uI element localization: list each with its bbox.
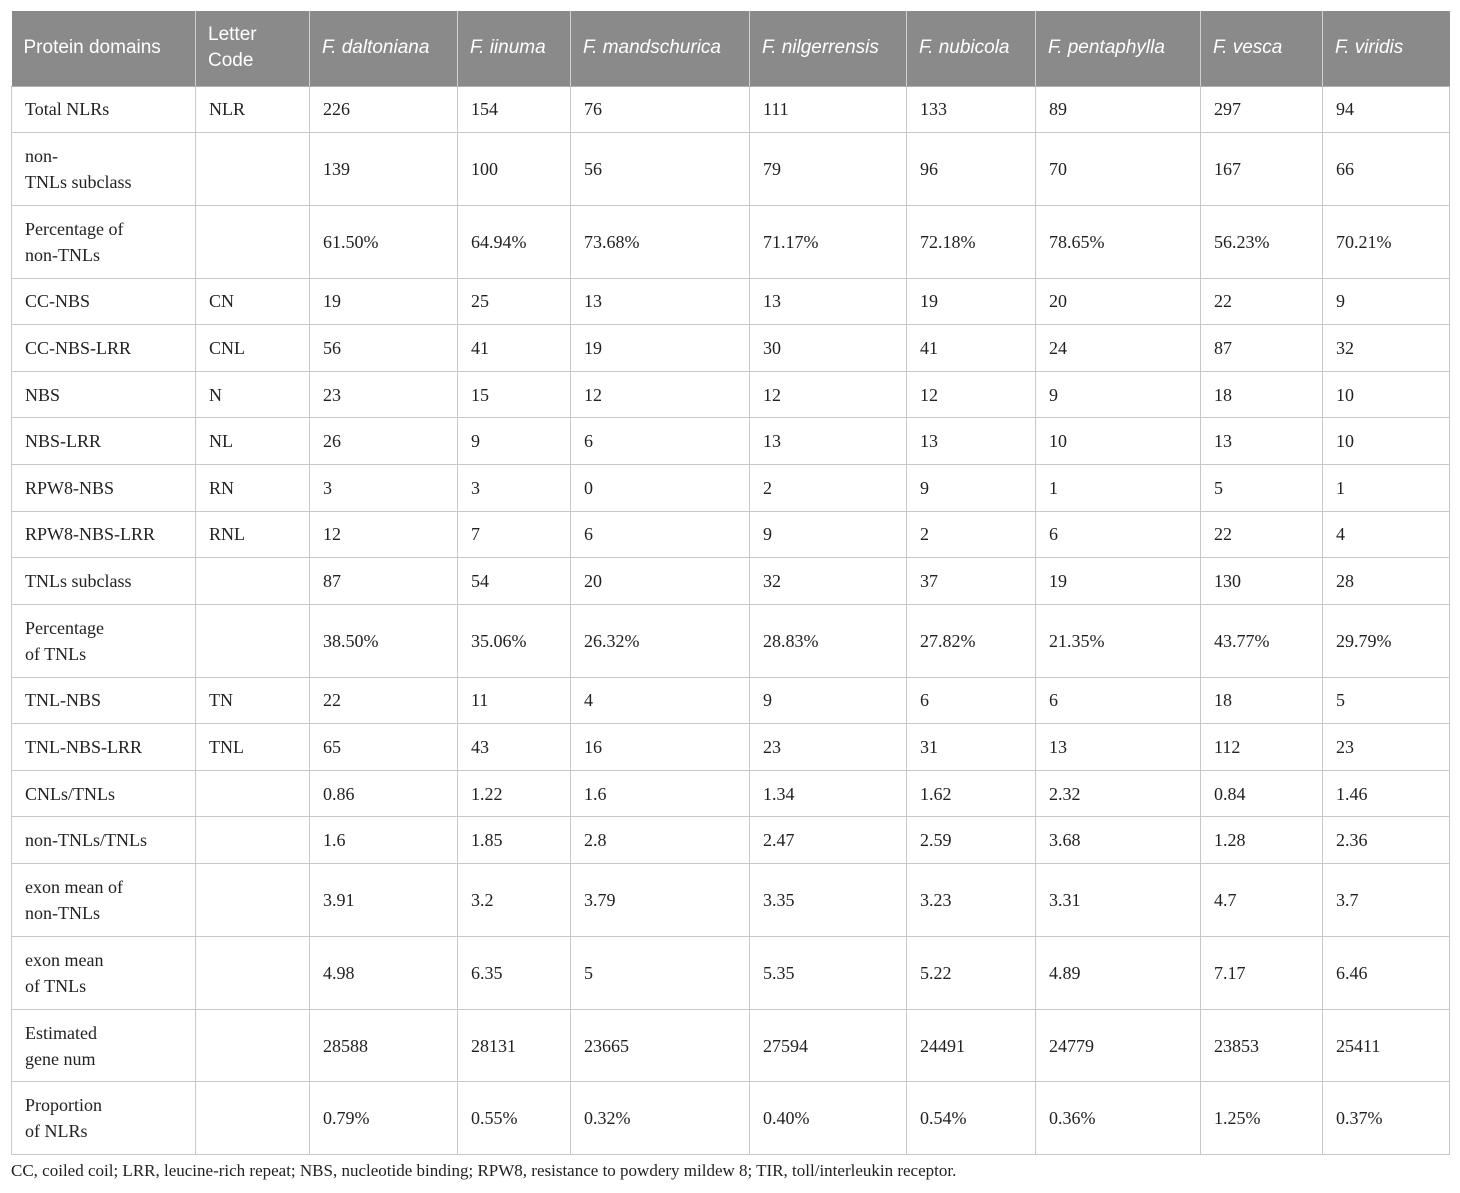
row-letter-code	[196, 936, 310, 1009]
header-f-iinuma: F. iinuma	[458, 11, 571, 86]
row-value: 0.37%	[1323, 1082, 1450, 1155]
header-f-viridis: F. viridis	[1323, 11, 1450, 86]
row-value: 3.23	[907, 864, 1036, 937]
row-value: 9	[1036, 371, 1201, 418]
header-f-mandschurica: F. mandschurica	[571, 11, 750, 86]
row-label: TNLs subclass	[12, 558, 196, 605]
row-label: RPW8-NBS	[12, 465, 196, 512]
row-value: 0	[571, 465, 750, 512]
row-value: 7	[458, 511, 571, 558]
row-value: 4.89	[1036, 936, 1201, 1009]
row-value: 25	[458, 278, 571, 325]
row-value: 23665	[571, 1009, 750, 1082]
row-value: 27.82%	[907, 604, 1036, 677]
row-value: 23	[310, 371, 458, 418]
table-row	[12, 558, 1450, 605]
row-value: 18	[1201, 677, 1323, 724]
row-value: 28131	[458, 1009, 571, 1082]
row-value: 297	[1201, 86, 1323, 133]
row-value: 41	[907, 325, 1036, 372]
row-value: 1.22	[458, 770, 571, 817]
row-value: 9	[750, 677, 907, 724]
row-value: 10	[1323, 418, 1450, 465]
row-value: 25411	[1323, 1009, 1450, 1082]
row-value: 54	[458, 558, 571, 605]
row-value: 70	[1036, 133, 1201, 206]
row-value: 112	[1201, 724, 1323, 771]
row-value: 56	[571, 133, 750, 206]
nlr-table-container	[11, 11, 1449, 1155]
row-value: 15	[458, 371, 571, 418]
row-value: 11	[458, 677, 571, 724]
row-letter-code	[196, 558, 310, 605]
row-value: 13	[750, 278, 907, 325]
row-value: 9	[458, 418, 571, 465]
row-value: 6	[1036, 677, 1201, 724]
header-f-nilgerrensis: F. nilgerrensis	[750, 11, 907, 86]
table-row	[12, 418, 1450, 465]
table-row	[12, 1082, 1450, 1155]
row-value: 12	[907, 371, 1036, 418]
row-value: 5.22	[907, 936, 1036, 1009]
row-value: 12	[750, 371, 907, 418]
row-value: 0.32%	[571, 1082, 750, 1155]
table-row	[12, 371, 1450, 418]
row-label: CC-NBS-LRR	[12, 325, 196, 372]
row-value: 5	[1323, 677, 1450, 724]
row-value: 96	[907, 133, 1036, 206]
row-value: 10	[1036, 418, 1201, 465]
row-value: 2.32	[1036, 770, 1201, 817]
row-value: 29.79%	[1323, 604, 1450, 677]
row-value: 23	[1323, 724, 1450, 771]
table-row	[12, 511, 1450, 558]
row-value: 7.17	[1201, 936, 1323, 1009]
row-value: 13	[1201, 418, 1323, 465]
row-label: CNLs/TNLs	[12, 770, 196, 817]
row-value: 21.35%	[1036, 604, 1201, 677]
row-letter-code: TN	[196, 677, 310, 724]
row-value: 23	[750, 724, 907, 771]
row-value: 1.28	[1201, 817, 1323, 864]
row-value: 24779	[1036, 1009, 1201, 1082]
row-value: 0.54%	[907, 1082, 1036, 1155]
row-value: 10	[1323, 371, 1450, 418]
row-value: 1.62	[907, 770, 1036, 817]
row-value: 19	[571, 325, 750, 372]
row-value: 6	[571, 418, 750, 465]
row-value: 1	[1036, 465, 1201, 512]
row-label: RPW8-NBS-LRR	[12, 511, 196, 558]
row-value: 31	[907, 724, 1036, 771]
row-value: 0.36%	[1036, 1082, 1201, 1155]
row-value: 2.36	[1323, 817, 1450, 864]
row-value: 66	[1323, 133, 1450, 206]
row-value: 32	[750, 558, 907, 605]
row-letter-code	[196, 1082, 310, 1155]
row-label: non- TNLs subclass	[12, 133, 196, 206]
row-value: 71.17%	[750, 205, 907, 278]
row-value: 2	[907, 511, 1036, 558]
row-value: 19	[907, 278, 1036, 325]
row-value: 28.83%	[750, 604, 907, 677]
row-value: 3.68	[1036, 817, 1201, 864]
table-row	[12, 133, 1450, 206]
row-value: 4.98	[310, 936, 458, 1009]
row-value: 22	[1201, 511, 1323, 558]
row-value: 4	[1323, 511, 1450, 558]
row-value: 1.6	[571, 770, 750, 817]
row-label: NBS-LRR	[12, 418, 196, 465]
row-value: 16	[571, 724, 750, 771]
header-f-pentaphylla: F. pentaphylla	[1036, 11, 1201, 86]
row-letter-code: CNL	[196, 325, 310, 372]
table-row	[12, 770, 1450, 817]
header-protein-domains: Protein domains	[12, 11, 196, 86]
row-value: 3.91	[310, 864, 458, 937]
row-value: 5.35	[750, 936, 907, 1009]
row-letter-code: N	[196, 371, 310, 418]
row-value: 12	[310, 511, 458, 558]
table-row	[12, 604, 1450, 677]
row-value: 61.50%	[310, 205, 458, 278]
row-label: NBS	[12, 371, 196, 418]
row-letter-code	[196, 770, 310, 817]
row-value: 12	[571, 371, 750, 418]
row-letter-code: RN	[196, 465, 310, 512]
table-row	[12, 465, 1450, 512]
row-value: 22	[310, 677, 458, 724]
row-value: 3.31	[1036, 864, 1201, 937]
row-value: 19	[310, 278, 458, 325]
row-value: 73.68%	[571, 205, 750, 278]
row-label: Proportion of NLRs	[12, 1082, 196, 1155]
row-value: 23853	[1201, 1009, 1323, 1082]
header-row	[12, 11, 1450, 86]
row-value: 18	[1201, 371, 1323, 418]
row-label: Percentage of TNLs	[12, 604, 196, 677]
header-f-daltoniana: F. daltoniana	[310, 11, 458, 86]
row-value: 1.34	[750, 770, 907, 817]
table-row	[12, 936, 1450, 1009]
row-label: CC-NBS	[12, 278, 196, 325]
row-letter-code: TNL	[196, 724, 310, 771]
row-value: 2	[750, 465, 907, 512]
row-letter-code	[196, 133, 310, 206]
row-letter-code: RNL	[196, 511, 310, 558]
row-value: 13	[907, 418, 1036, 465]
nlr-domain-table	[11, 11, 1450, 1155]
row-value: 20	[571, 558, 750, 605]
table-row	[12, 205, 1450, 278]
row-value: 9	[907, 465, 1036, 512]
row-value: 56	[310, 325, 458, 372]
row-value: 22	[1201, 278, 1323, 325]
row-value: 79	[750, 133, 907, 206]
row-label: Estimated gene num	[12, 1009, 196, 1082]
row-value: 6.46	[1323, 936, 1450, 1009]
row-letter-code: NLR	[196, 86, 310, 133]
row-value: 1.85	[458, 817, 571, 864]
row-value: 94	[1323, 86, 1450, 133]
row-value: 28	[1323, 558, 1450, 605]
row-value: 37	[907, 558, 1036, 605]
row-value: 100	[458, 133, 571, 206]
row-letter-code	[196, 1009, 310, 1082]
row-value: 76	[571, 86, 750, 133]
row-value: 28588	[310, 1009, 458, 1082]
row-value: 87	[310, 558, 458, 605]
row-value: 35.06%	[458, 604, 571, 677]
row-value: 6.35	[458, 936, 571, 1009]
row-label: Percentage of non-TNLs	[12, 205, 196, 278]
row-value: 32	[1323, 325, 1450, 372]
row-value: 13	[750, 418, 907, 465]
table-row	[12, 325, 1450, 372]
row-value: 72.18%	[907, 205, 1036, 278]
row-value: 0.84	[1201, 770, 1323, 817]
row-letter-code	[196, 205, 310, 278]
row-value: 26	[310, 418, 458, 465]
row-value: 0.86	[310, 770, 458, 817]
row-value: 3	[458, 465, 571, 512]
row-value: 24491	[907, 1009, 1036, 1082]
header-letter-code: Letter Code	[196, 11, 310, 86]
table-row	[12, 86, 1450, 133]
row-value: 130	[1201, 558, 1323, 605]
row-value: 3	[310, 465, 458, 512]
row-value: 0.55%	[458, 1082, 571, 1155]
table-row	[12, 1009, 1450, 1082]
row-value: 27594	[750, 1009, 907, 1082]
row-value: 5	[571, 936, 750, 1009]
row-value: 56.23%	[1201, 205, 1323, 278]
row-value: 133	[907, 86, 1036, 133]
row-value: 78.65%	[1036, 205, 1201, 278]
row-value: 70.21%	[1323, 205, 1450, 278]
row-value: 6	[1036, 511, 1201, 558]
row-value: 20	[1036, 278, 1201, 325]
row-value: 3.7	[1323, 864, 1450, 937]
row-value: 111	[750, 86, 907, 133]
row-letter-code	[196, 604, 310, 677]
row-value: 1.46	[1323, 770, 1450, 817]
row-value: 41	[458, 325, 571, 372]
table-body	[12, 86, 1450, 1155]
row-label: non-TNLs/TNLs	[12, 817, 196, 864]
row-value: 139	[310, 133, 458, 206]
row-value: 19	[1036, 558, 1201, 605]
row-value: 3.35	[750, 864, 907, 937]
row-value: 6	[571, 511, 750, 558]
row-value: 13	[571, 278, 750, 325]
row-value: 1.25%	[1201, 1082, 1323, 1155]
row-label: TNL-NBS	[12, 677, 196, 724]
row-letter-code	[196, 864, 310, 937]
row-value: 1.6	[310, 817, 458, 864]
row-value: 43.77%	[1201, 604, 1323, 677]
table-row	[12, 817, 1450, 864]
row-value: 4.7	[1201, 864, 1323, 937]
row-value: 65	[310, 724, 458, 771]
row-value: 87	[1201, 325, 1323, 372]
table-row	[12, 278, 1450, 325]
row-value: 0.79%	[310, 1082, 458, 1155]
row-value: 38.50%	[310, 604, 458, 677]
row-value: 167	[1201, 133, 1323, 206]
row-value: 154	[458, 86, 571, 133]
row-value: 26.32%	[571, 604, 750, 677]
row-value: 1	[1323, 465, 1450, 512]
row-value: 6	[907, 677, 1036, 724]
row-value: 3.79	[571, 864, 750, 937]
row-value: 43	[458, 724, 571, 771]
row-value: 5	[1201, 465, 1323, 512]
table-row	[12, 677, 1450, 724]
row-value: 9	[750, 511, 907, 558]
row-letter-code: CN	[196, 278, 310, 325]
row-label: TNL-NBS-LRR	[12, 724, 196, 771]
row-value: 64.94%	[458, 205, 571, 278]
row-value: 2.8	[571, 817, 750, 864]
row-value: 13	[1036, 724, 1201, 771]
row-label: Total NLRs	[12, 86, 196, 133]
row-value: 226	[310, 86, 458, 133]
header-f-vesca: F. vesca	[1201, 11, 1323, 86]
row-value: 89	[1036, 86, 1201, 133]
row-value: 2.47	[750, 817, 907, 864]
row-value: 4	[571, 677, 750, 724]
table-row	[12, 724, 1450, 771]
row-value: 30	[750, 325, 907, 372]
row-label: exon mean of TNLs	[12, 936, 196, 1009]
row-value: 3.2	[458, 864, 571, 937]
table-footnote: CC, coiled coil; LRR, leucine-rich repeat; NBS, nucleotide binding; RPW8, resistance to powdery mildew 8; TIR, toll/interleukin receptor.	[11, 1161, 957, 1180]
header-f-nubicola: F. nubicola	[907, 11, 1036, 86]
row-value: 2.59	[907, 817, 1036, 864]
row-value: 24	[1036, 325, 1201, 372]
table-row	[12, 864, 1450, 937]
row-value: 0.40%	[750, 1082, 907, 1155]
row-label: exon mean of non-TNLs	[12, 864, 196, 937]
row-letter-code	[196, 817, 310, 864]
row-letter-code: NL	[196, 418, 310, 465]
row-value: 9	[1323, 278, 1450, 325]
